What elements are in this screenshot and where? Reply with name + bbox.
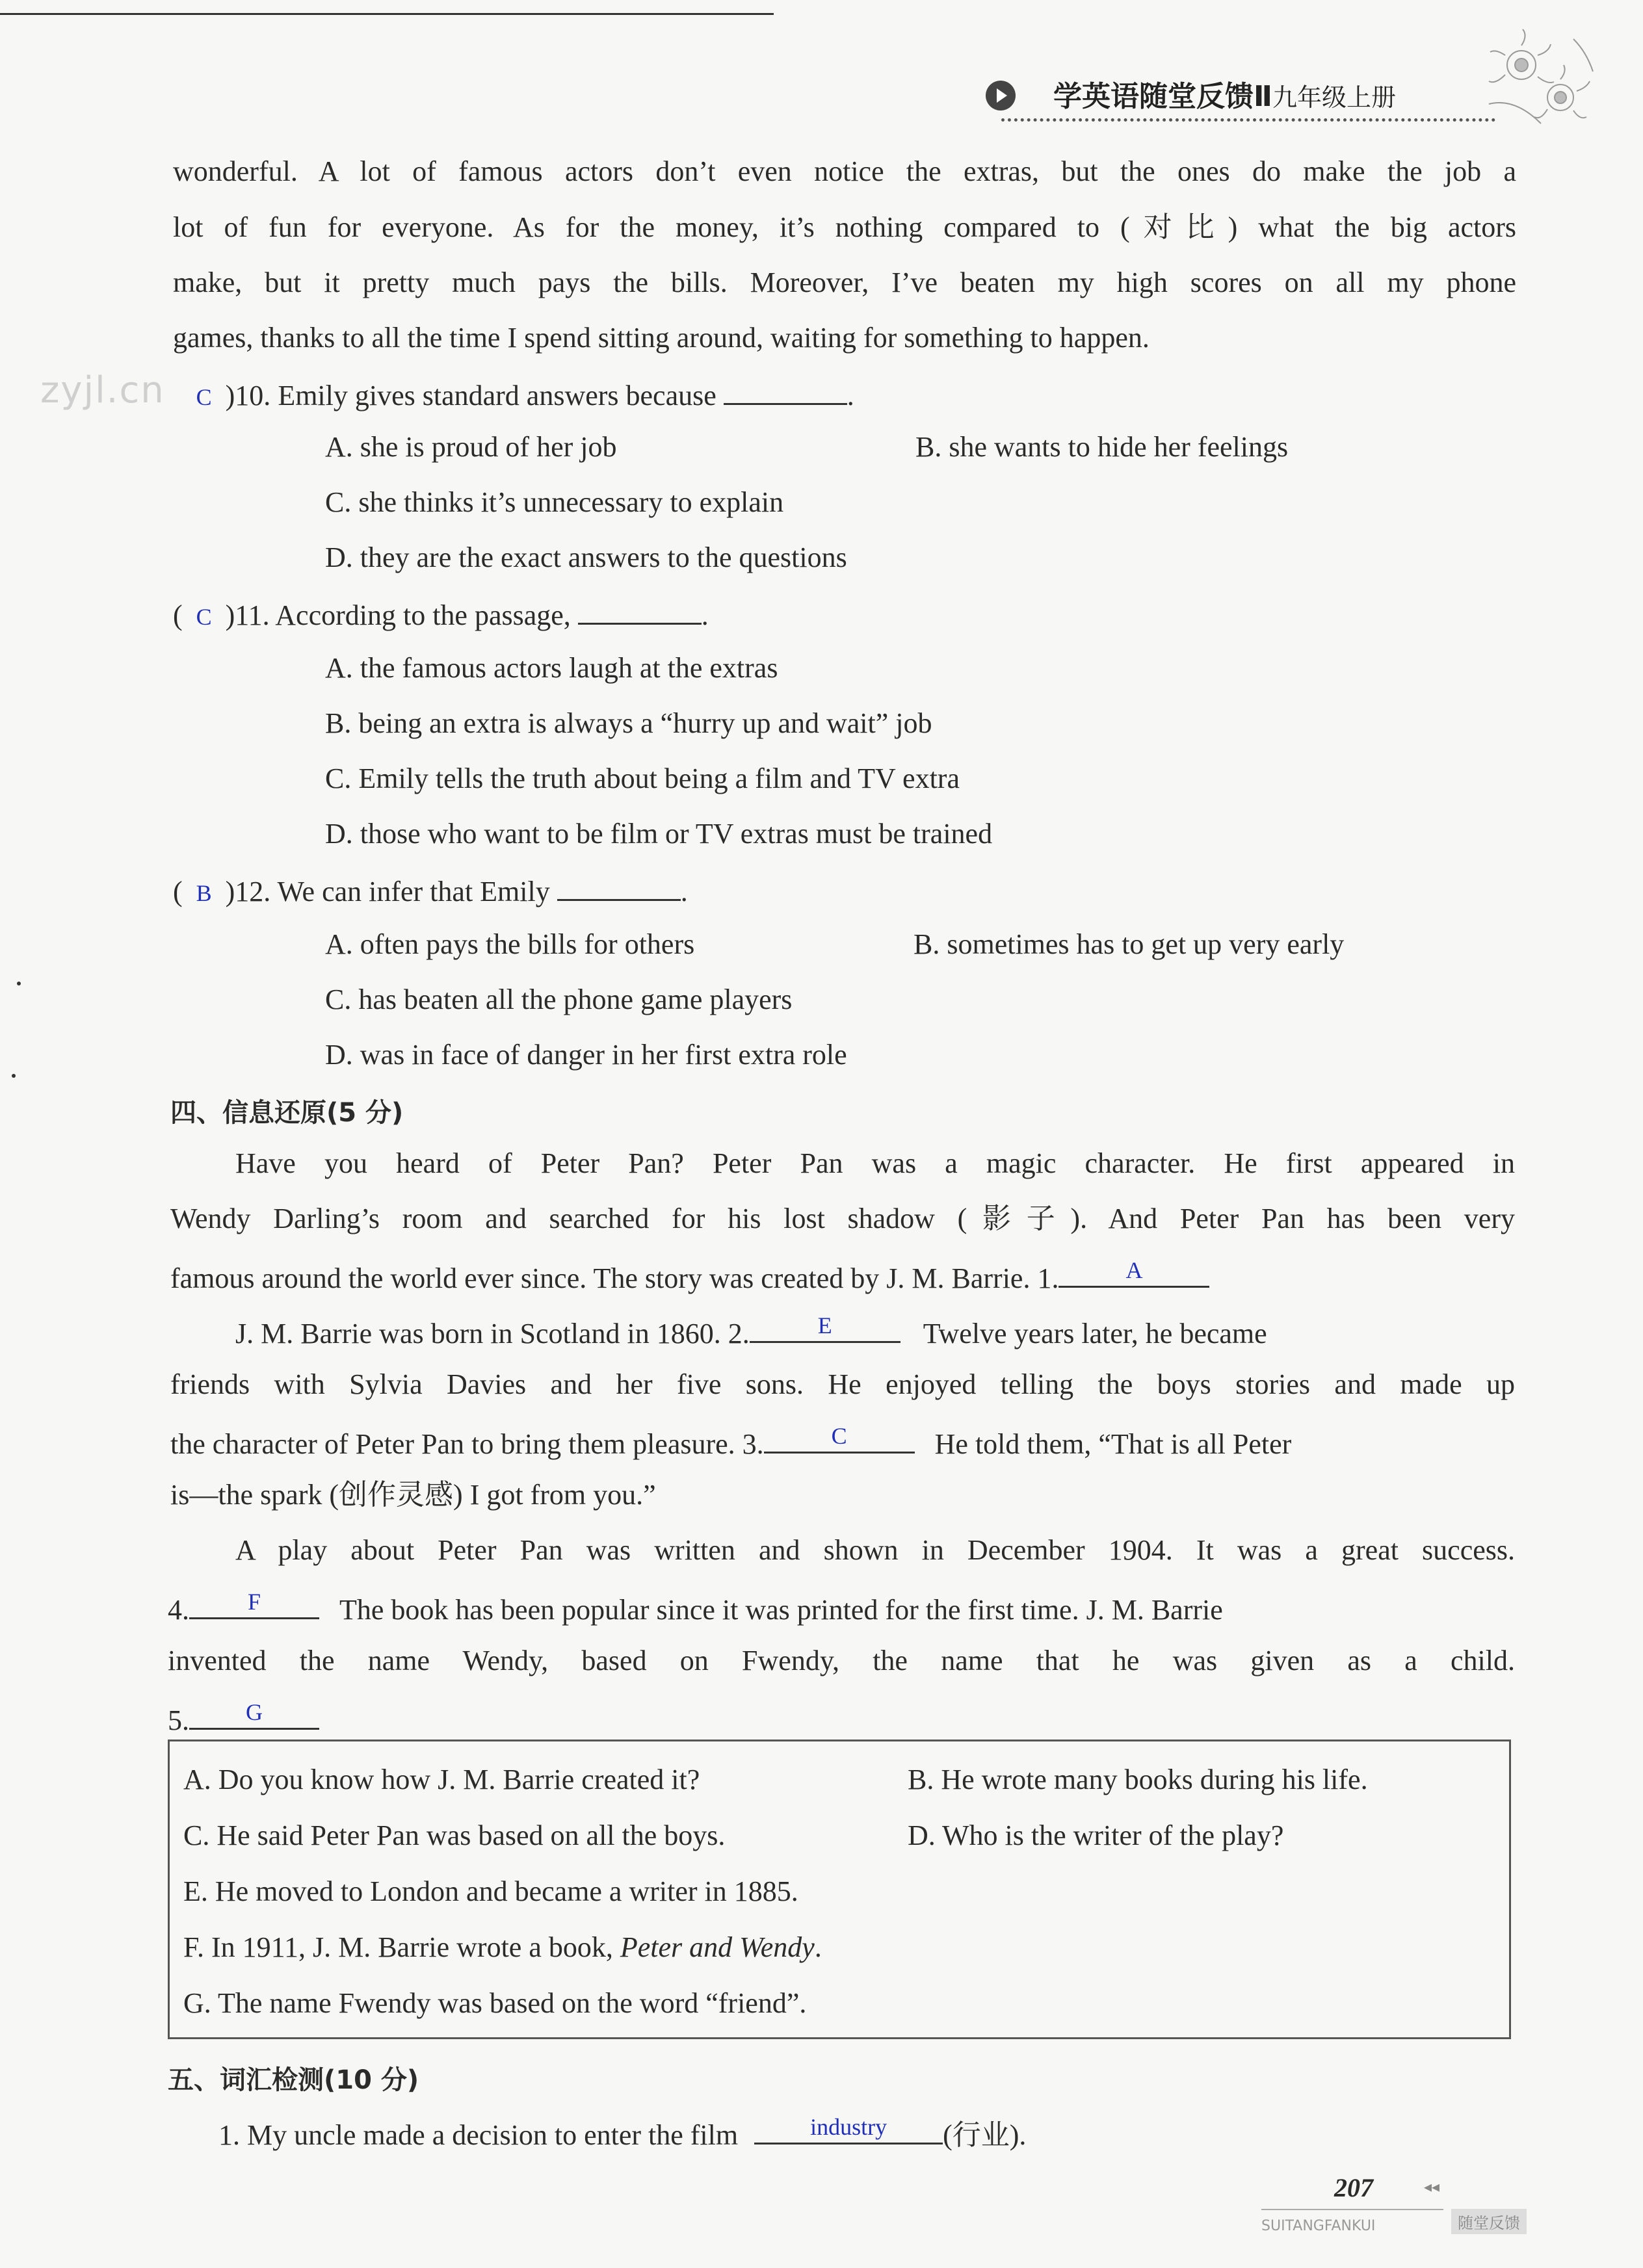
s5-q1-answer: industry <box>810 2114 887 2140</box>
play-icon <box>986 81 1016 111</box>
sunflower-decoration-icon <box>1476 26 1599 137</box>
header-subtitle: 九年级上册 <box>1272 83 1396 112</box>
footer-rule <box>1261 2209 1443 2210</box>
s4-line-6 <box>170 1423 1292 1460</box>
s4-line-1: Have you heard of Peter Pan? Peter Pan was a magic character. He first appeared in <box>235 1147 1515 1179</box>
header-dotted-rule <box>1001 118 1495 122</box>
s4-line-8: A play about Peter Pan was written and shown in December 1904. It was a great success. <box>235 1534 1515 1566</box>
blank-3-number: 3. <box>742 1428 764 1460</box>
s4-line-11 <box>168 1699 319 1736</box>
margin-dot <box>12 1074 16 1078</box>
q12-stem: We can infer that Emily <box>277 876 550 907</box>
blank-1-answer: A <box>1125 1257 1143 1283</box>
q10-number: )10. <box>225 380 271 411</box>
arrow-icon: ◂◂ <box>1424 2178 1440 2196</box>
running-header <box>1053 73 1396 114</box>
blank-5-answer: G <box>246 1699 263 1725</box>
q12-answer: B <box>196 880 212 906</box>
watermark: zyjl.cn <box>40 369 165 411</box>
q11-option-a: A. the famous actors laugh at the extras <box>325 652 778 684</box>
q11-number: )11. <box>225 599 270 631</box>
q11-option-d: D. those who want to be film or TV extras must be trained <box>325 818 993 850</box>
q11-option-c: C. Emily tells the truth about being a film and TV extra <box>325 763 960 794</box>
s5-question-1 <box>218 2114 1027 2151</box>
section-4-title: 四、信息还原(5 分) <box>170 1098 404 1128</box>
s4-line-9 <box>168 1591 1223 1624</box>
q12-option-a: A. often pays the bills for others <box>325 928 695 960</box>
q10-blank <box>724 377 847 405</box>
question-10: C )10. Emily gives standard answers because . <box>173 377 854 410</box>
q10-option-a: A. she is proud of her job <box>325 431 617 463</box>
s4-line-3-text: famous around the world ever since. The story was created by J. M. Barrie. <box>170 1262 1031 1294</box>
question-12: ( B )12. We can infer that Emily . <box>173 873 688 906</box>
s4-line-9-text: The book has been popular since it was printed for the first time. J. M. Barrie <box>339 1594 1223 1626</box>
s4-line-10: invented the name Wendy, based on Fwendy, the name that he was given as a child. <box>168 1645 1515 1676</box>
blank-5 <box>189 1699 319 1730</box>
passage-line-2: lot of fun for everyone. As for the money, it’s nothing compared to (对比) what the big actors <box>173 211 1516 243</box>
header-roman: Ⅱ <box>1254 80 1272 113</box>
margin-dot <box>17 982 21 985</box>
blank-2 <box>750 1312 900 1343</box>
choice-c: C. He said Peter Pan was based on all the boys. <box>183 1819 726 1851</box>
footer-brand-zh: 随堂反馈 <box>1451 2209 1527 2234</box>
q12-option-b: B. sometimes has to get up very early <box>914 928 1345 960</box>
s4-line-5: friends with Sylvia Davies and her five sons. He enjoyed telling the boys stories and made up <box>170 1368 1515 1400</box>
s4-line-7: is—the spark (创作灵感) I got from you.” <box>170 1479 656 1511</box>
choice-f <box>183 1933 822 1962</box>
blank-1 <box>1058 1257 1209 1288</box>
passage-line-3: make, but it pretty much pays the bills. Moreover, I’ve beaten my high scores on all my phone <box>173 267 1516 298</box>
s4-line-2: Wendy Darling’s room and searched for his lost shadow (影子). And Peter Pan has been very <box>170 1203 1515 1234</box>
q11-prefix: ( <box>173 599 183 631</box>
q12-blank <box>557 873 681 901</box>
s4-line-6-text-b: He told them, “That is all Peter <box>934 1428 1292 1460</box>
s4-line-4-text-b: Twelve years later, he became <box>923 1318 1267 1349</box>
q10-answer: C <box>196 384 212 410</box>
blank-1-number: 1. <box>1037 1262 1059 1294</box>
page-number: 207 <box>1334 2173 1373 2202</box>
q10-option-d: D. they are the exact answers to the questions <box>325 541 847 573</box>
blank-2-number: 2. <box>728 1318 750 1349</box>
choice-g: G. The name Fwendy was based on the word “friend”. <box>183 1987 807 2019</box>
choice-d: D. Who is the writer of the play? <box>908 1819 1284 1851</box>
header-title: 学英语随堂反馈 <box>1053 80 1254 113</box>
s5-q1-hint: (行业). <box>943 2119 1027 2151</box>
q10-option-c: C. she thinks it’s unnecessary to explain <box>325 486 784 518</box>
q12-prefix: ( <box>173 876 183 907</box>
q12-option-c: C. has beaten all the phone game players <box>325 984 793 1015</box>
footer-brand-en: SUITANGFANKUI <box>1261 2218 1376 2234</box>
choice-f-book-title: Peter and Wendy <box>620 1931 815 1963</box>
q10-option-b: B. she wants to hide her feelings <box>915 431 1289 463</box>
s5-q1-text: 1. My uncle made a decision to enter the film <box>218 2119 739 2151</box>
choice-f-text: F. In 1911, J. M. Barrie wrote a book, <box>183 1931 613 1963</box>
blank-4-number: 4. <box>168 1594 189 1626</box>
s4-line-4 <box>235 1312 1267 1349</box>
blank-4 <box>189 1591 319 1619</box>
blank-3-answer: C <box>831 1423 847 1449</box>
question-11: ( C )11. According to the passage, . <box>173 597 709 630</box>
blank-4-answer: F <box>247 1589 261 1615</box>
choice-a: A. Do you know how J. M. Barrie created it? <box>183 1764 700 1795</box>
s4-line-6-text-a: the character of Peter Pan to bring them pleasure. <box>170 1428 735 1460</box>
section-5-title: 五、词汇检测(10 分) <box>168 2065 419 2095</box>
passage-line-4: games, thanks to all the time I spend sitting around, waiting for something to happen. <box>173 322 1150 354</box>
top-rule <box>0 13 774 15</box>
blank-5-number: 5. <box>168 1704 189 1736</box>
blank-3 <box>764 1423 915 1453</box>
q11-option-b: B. being an extra is always a “hurry up and wait” job <box>325 707 932 739</box>
choice-f-end: . <box>814 1931 822 1963</box>
choice-e: E. He moved to London and became a writer in 1885. <box>183 1875 798 1907</box>
q10-stem: Emily gives standard answers because <box>278 380 716 411</box>
q12-option-d: D. was in face of danger in her first extra role <box>325 1039 847 1071</box>
choice-b: B. He wrote many books during his life. <box>908 1764 1368 1795</box>
s4-line-4-text-a: J. M. Barrie was born in Scotland in 1860. <box>235 1318 721 1349</box>
blank-2-answer: E <box>817 1312 832 1338</box>
q11-answer: C <box>196 604 212 630</box>
q11-stem: According to the passage, <box>275 599 571 631</box>
s4-line-3 <box>170 1257 1209 1294</box>
q11-blank <box>578 597 702 625</box>
q12-number: )12. <box>225 876 271 907</box>
passage-line-1: wonderful. A lot of famous actors don’t even notice the extras, but the ones do make the job a <box>173 155 1516 187</box>
s5-q1-blank <box>754 2114 943 2144</box>
